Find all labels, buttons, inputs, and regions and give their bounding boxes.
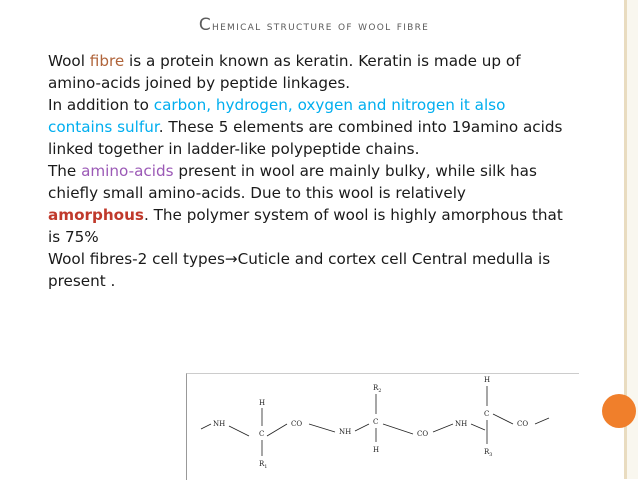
bond-line (383, 424, 413, 434)
nh-label: NH (455, 420, 468, 428)
orange-accent-circle (602, 394, 636, 428)
highlighted-text: amino-acids (81, 162, 174, 180)
nh-label: NH (339, 428, 352, 436)
c-label: C (373, 418, 379, 426)
bond-line (535, 418, 549, 424)
co-label: CO (291, 420, 303, 428)
highlighted-text: amorphous (48, 206, 144, 224)
bullet-list (24, 50, 564, 292)
keratin-structure-diagram (186, 373, 579, 480)
r3-label: $R_3$ (484, 448, 493, 458)
r2-label: $R_2$ (373, 384, 382, 394)
bullet-text: . These 5 elements are combined into 19amino acids linked together in ladder-like polypeptide chains. (48, 118, 563, 158)
bullet-item (24, 94, 564, 160)
bullet-text: In addition to (48, 96, 154, 114)
slide-title-initial: C (198, 15, 212, 35)
co-label: CO (517, 420, 529, 428)
bullet-text: . The polymer system of wool is highly amorphous that is 75% (48, 206, 563, 246)
bullet-text: is a protein known as keratin. Keratin is made up of amino-acids joined by peptide linkages. (48, 52, 521, 92)
keratin-structure-svg (187, 374, 579, 480)
bond-line (201, 424, 211, 429)
bond-line (309, 424, 335, 432)
slide-title-rest: hemical structure of wool fibre (212, 18, 430, 33)
highlighted-text: carbon, hydrogen, oxygen and nitrogen it also contains sulfur (48, 96, 506, 136)
h-label: H (484, 376, 491, 384)
bond-line (229, 426, 249, 436)
c-label: C (259, 430, 265, 438)
bond-line (433, 424, 453, 432)
bullet-text: Wool (48, 52, 90, 70)
r1-label: $R_1$ (259, 460, 268, 470)
bullet-text: The (48, 162, 82, 180)
h-label: H (373, 446, 380, 454)
nh-label: NH (213, 420, 226, 428)
bullet-item (24, 248, 564, 292)
bond-line (267, 424, 287, 436)
bullet-text: present in wool are mainly bulky, while silk has chiefly small amino-acids. Due to this wool is relatively (48, 162, 537, 202)
bond-line (355, 424, 369, 431)
bullet-text: Wool fibres-2 cell types→Cuticle and cortex cell Central medulla is present . (48, 250, 551, 290)
highlighted-text: fibre (89, 52, 125, 70)
c-label: C (484, 410, 490, 418)
h-label: H (259, 399, 266, 407)
bond-line (471, 424, 485, 430)
co-label: CO (417, 430, 429, 438)
slide-title (0, 15, 628, 35)
bullet-item (24, 50, 564, 94)
bullet-item (24, 160, 564, 248)
bond-line (493, 414, 513, 424)
